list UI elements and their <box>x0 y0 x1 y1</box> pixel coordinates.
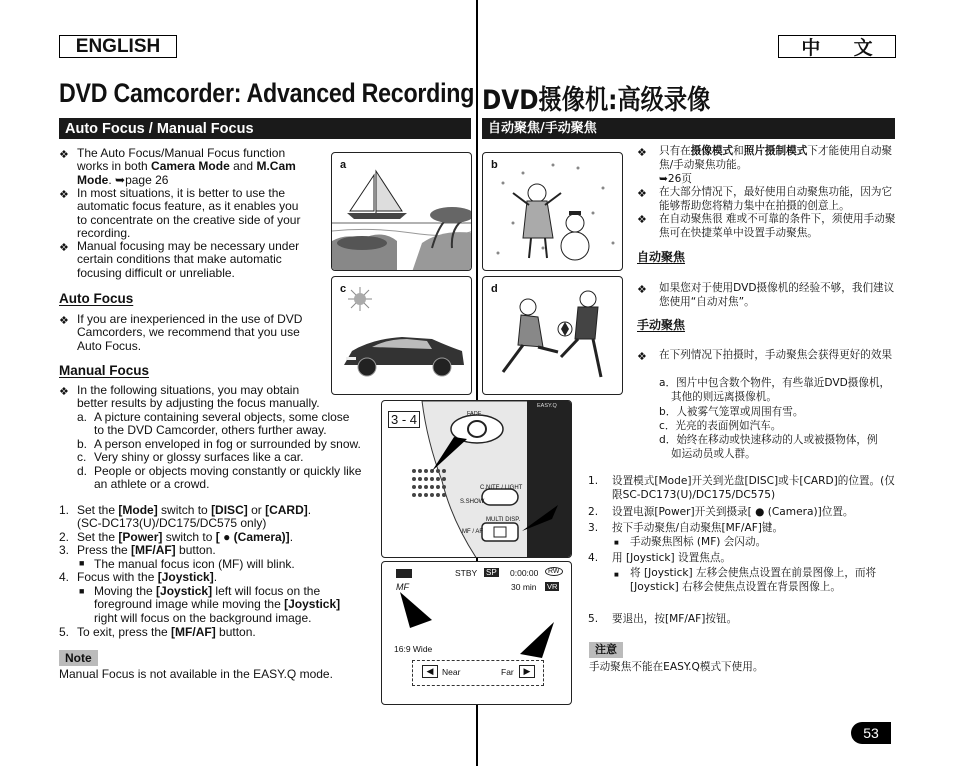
step-3-text: Press the [MF/AF] button. <box>77 543 216 557</box>
lcd-remaining: 30 min <box>511 582 537 592</box>
square-bullet-icon: ■ <box>614 538 619 547</box>
diamond-bullet-icon: ❖ <box>59 315 69 327</box>
camcorder-panel-diagram <box>381 400 572 558</box>
zh-note-text: 手动聚焦不能在EASY.Q模式下使用。 <box>589 661 764 673</box>
zh-note-label: 注意 <box>589 642 623 658</box>
lcd-screen-diagram <box>381 561 572 705</box>
zh-mf-heading: 手动聚焦 <box>637 318 686 332</box>
zh-intro-2: 在大部分情况下，最好使用自动聚焦功能，因为它能够帮助您将精力集中在拍摄的创意上。 <box>659 186 893 212</box>
step-number: 1. <box>59 503 70 517</box>
photo-c-car: c <box>331 276 472 395</box>
zh-case-c: c．光亮的表面例如汽车。 <box>659 420 782 432</box>
lcd-wide: 16:9 Wide <box>394 644 433 654</box>
step-4-sub: Moving the [Joystick] left will focus on the foreground image while moving the [Joystick] right will focus on the background image. <box>94 584 341 625</box>
step-number: 4. <box>588 552 599 564</box>
case-text: People or objects moving constantly or quickly like an athlete or a crowd. <box>94 464 362 492</box>
step-2-text: Set the [Power] switch to [ ● (Camera)]. <box>77 530 294 544</box>
sshow-label: S.SHOW <box>460 499 485 505</box>
lang-label-chinese: 中 文 <box>778 35 896 58</box>
easyq-label: EASY.Q <box>537 403 557 409</box>
case-text: Very shiny or glossy surfaces like a car. <box>94 450 304 464</box>
square-bullet-icon: ■ <box>614 570 619 579</box>
step-1-text: Set the [Mode] switch to [DISC] or [CARD]. (SC-DC173(U)/DC175/DC575 only) <box>77 503 312 531</box>
fade-label: FADE <box>467 411 482 417</box>
step-number: 4. <box>59 570 70 584</box>
manual-focus-heading: Manual Focus <box>59 363 150 378</box>
zh-intro-3: 在自动聚焦很 难或不可靠的条件下，须使用手动聚焦可在快捷菜单中设置手动聚焦。 <box>659 213 896 239</box>
zh-step-3: 按下手动聚焦/自动聚焦[MF/AF]键。 <box>612 522 784 534</box>
photo-b-snow: b <box>482 152 623 271</box>
zh-case-d: d．始终在移动或快速移动的人或被摄物体，例如运动员或人群。 <box>659 434 878 460</box>
section-title-zh: 自动聚焦/手动聚焦 <box>482 118 895 139</box>
zh-step-1: 设置模式[Mode]开关到光盘[DISC]或卡[CARD]的位置。(仅限SC-DC173(U)/DC175/DC575) <box>612 475 895 501</box>
zh-af-text: 如果您对于使用DVD摄像机的经验不够，我们建议您使用“自动对焦”。 <box>659 282 895 308</box>
zh-case-b: b．人被雾气笼罩或周围有雪。 <box>659 406 804 418</box>
disc-rw-icon: RW <box>545 567 563 576</box>
section-title-en: Auto Focus / Manual Focus <box>59 118 471 139</box>
photo-a-beach: a <box>331 152 472 271</box>
intro-bullet-1: The Auto Focus/Manual Focus function works in both Camera Mode and M.Cam Mode. ➥page 26 <box>77 146 296 187</box>
square-bullet-icon: ■ <box>79 586 85 596</box>
auto-focus-text: If you are inexperienced in the use of DVD Camcorders, we recommend that you use Auto Focus. <box>77 312 303 353</box>
manual-focus-icon: MF <box>396 582 409 592</box>
zh-case-a: a．图片中包含数个物件，有些靠近DVD摄像机，其他的则远离摄像机。 <box>659 377 891 403</box>
step-number: 5. <box>588 613 599 625</box>
step-3-sub: The manual focus icon (MF) will blink. <box>94 557 295 571</box>
step-number: 5. <box>59 625 70 639</box>
soccer-players-illustration <box>483 277 623 395</box>
diamond-bullet-icon: ❖ <box>637 147 647 159</box>
lcd-sp: SP <box>486 568 497 577</box>
photo-d-soccer: d <box>482 276 623 395</box>
note-label: Note <box>59 650 98 666</box>
case-letter: b. <box>77 437 88 451</box>
square-bullet-icon: ■ <box>79 558 85 568</box>
diamond-bullet-icon: ❖ <box>637 214 647 226</box>
step-number: 3. <box>59 543 70 557</box>
mfaf-label: MF / AF <box>462 529 483 535</box>
lang-label-english: ENGLISH <box>59 35 177 58</box>
lcd-stby: STBY <box>455 568 478 578</box>
lcd-time: 0:00:00 <box>510 568 539 578</box>
step-5-text: To exit, press the [MF/AF] button. <box>77 625 256 639</box>
snow-child-illustration <box>483 153 623 271</box>
case-letter: a. <box>77 410 88 424</box>
page-number: 53 <box>851 722 891 744</box>
diamond-bullet-icon: ❖ <box>637 284 647 296</box>
note-text: Manual Focus is not available in the EASY.Q mode. <box>59 667 333 681</box>
lcd-near: Near <box>442 667 461 677</box>
diamond-bullet-icon: ❖ <box>59 149 69 161</box>
intro-bullet-2: In most situations, it is better to use the automatic focus feature, as it enables you to concentrate on the creative side of your recording. <box>77 186 301 241</box>
far-arrow-icon: ▶ <box>519 665 535 678</box>
cnite-label: C.NITE / LIGHT <box>480 485 523 491</box>
sailboat-palm-illustration <box>332 153 472 271</box>
step-label-badge: 3 - 4 <box>388 411 420 428</box>
step-number: 2. <box>59 530 70 544</box>
page-title-en: DVD Camcorder: Advanced Recording <box>59 78 475 108</box>
near-arrow-icon: ◀ <box>422 665 438 678</box>
manual-focus-intro: In the following situations, you may obtain better results by adjusting the focus manually. <box>77 383 320 411</box>
diamond-bullet-icon: ❖ <box>59 242 69 254</box>
page-title-zh: DVD摄像机:高级录像 <box>482 85 711 116</box>
zh-step-4-sub: 将 [Joystick] 左移会使焦点设置在前景图像上，而将 [Joystick] 右移会使焦点设置在背景图像上。 <box>630 567 877 593</box>
multi-disp-label: MULTI DISP. <box>486 517 521 523</box>
zh-intro-1: 只有在摄像模式和照片摄制模式下才能使用自动聚焦/手动聚焦功能。 ➥26页 <box>659 145 893 185</box>
zh-step-3-sub: 手动聚焦图标 (MF) 会闪动。 <box>630 536 767 548</box>
step-4-text: Focus with the [Joystick]. <box>77 570 218 584</box>
zh-step-5: 要退出，按[MF/AF]按钮。 <box>612 613 738 625</box>
case-letter: c. <box>77 450 87 464</box>
step-number: 2. <box>588 506 599 518</box>
case-letter: d. <box>77 464 88 478</box>
zh-step-2: 设置电源[Power]开关到摄录[ ● (Camera)]位置。 <box>612 506 854 518</box>
lcd-far: Far <box>501 667 514 677</box>
step-number: 3. <box>588 522 599 534</box>
zh-step-4: 用 [Joystick] 设置焦点。 <box>612 552 732 564</box>
zh-mf-intro: 在下列情况下拍摄时，手动聚焦会获得更好的效果 <box>659 349 893 361</box>
disc-vr-icon: VR <box>547 582 558 591</box>
diamond-bullet-icon: ❖ <box>59 189 69 201</box>
zh-af-heading: 自动聚焦 <box>637 250 686 264</box>
diamond-bullet-icon: ❖ <box>59 386 69 398</box>
case-text: A person enveloped in fog or surrounded by snow. <box>94 437 361 451</box>
case-text: A picture containing several objects, some close to the DVD Camcorder, others further away. <box>94 410 350 438</box>
diamond-bullet-icon: ❖ <box>637 188 647 200</box>
car-sun-illustration <box>332 277 472 395</box>
auto-focus-heading: Auto Focus <box>59 291 134 306</box>
diamond-bullet-icon: ❖ <box>637 351 647 363</box>
step-number: 1. <box>588 475 599 487</box>
intro-bullet-3: Manual focusing may be necessary under certain conditions that make automatic focusing difficult or unreliable. <box>77 239 300 280</box>
